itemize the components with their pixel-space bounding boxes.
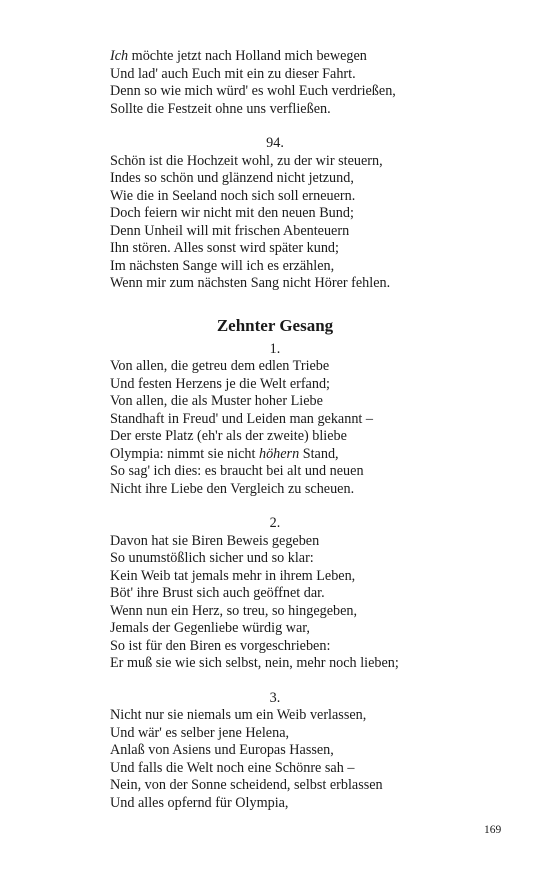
stanza-number: 2. (269, 515, 281, 531)
verse-line: Nein, von der Sonne scheidend, selbst erblassen (110, 777, 383, 793)
canto-heading: Zehnter Gesang (216, 315, 334, 335)
emphasis: Ich (110, 48, 129, 64)
verse-line: So sag' ich dies: es braucht bei alt und neuen (110, 463, 364, 479)
stanza-number: 1. (269, 340, 281, 357)
verse-line: Wenn nun ein Herz, so treu, so hingegeben, (110, 602, 358, 619)
stanza-3 (110, 690, 440, 813)
verse-line: Im nächsten Sange will ich es erzählen, (110, 257, 335, 274)
verse-line: Davon hat sie Biren Beweis gegeben (110, 532, 320, 549)
stanza-2 (110, 515, 440, 673)
verse-line: Und lad' auch Euch mit ein zu dieser Fahrt. (110, 65, 356, 82)
verse-line: So unumstößlich sicher und so klar: (110, 550, 314, 566)
stanza-1 (110, 341, 440, 499)
verse-line: So ist für den Biren es vorgeschrieben: (110, 637, 331, 654)
verse-line: Jemals der Gegenliebe würdig war, (110, 620, 310, 636)
verse-line: Von allen, die getreu dem edlen Triebe (110, 358, 330, 374)
verse-line: Ihn stören. Alles sonst wird später kund; (110, 240, 339, 256)
verse-line: Denn Unheil will mit frischen Abenteuern (110, 222, 350, 239)
page-number: 169 (484, 824, 502, 836)
verse-line: Doch feiern wir nicht mit den neuen Bund; (110, 205, 354, 221)
verse-line: Böt' ihre Brust sich auch geöffnet dar. (110, 585, 325, 601)
verse-line: Schön ist die Hochzeit wohl, zu der wir steuern, (110, 152, 383, 169)
verse-line: Der erste Platz (eh'r als der zweite) bliebe (110, 428, 347, 444)
verse-line: Und alles opfernd für Olympia, (110, 794, 289, 811)
verse-line: Indes so schön und glänzend nicht jetzund, (110, 170, 354, 186)
verse-line: Und festen Herzens je die Welt erfand; (110, 375, 330, 392)
stanza-number: 3. (269, 689, 281, 706)
stanza-number: 94. (266, 135, 284, 151)
verse-line: Standhaft in Freud' und Leiden man gekannt – (110, 410, 373, 427)
stanza-94 (110, 135, 440, 293)
verse-line: Und falls die Welt noch eine Schönre sah – (110, 759, 355, 776)
verse-line: Sollte die Festzeit ohne uns verfließen. (110, 100, 331, 117)
verse-line: Ich möchte jetzt nach Holland mich bewegen (110, 48, 367, 64)
verse-line: Nicht nur sie niemals um ein Weib verlassen, (110, 707, 367, 723)
stanza-93-end (110, 48, 440, 118)
emphasis: höhern (258, 445, 300, 462)
verse-line: Olympia: nimmt sie nicht höhern Stand, (110, 445, 339, 462)
page-text-block (110, 48, 440, 812)
verse-line: Wenn mir zum nächsten Sang nicht Hörer fehlen. (110, 275, 391, 291)
verse-line: Er muß sie wie sich selbst, nein, mehr noch lieben; (110, 655, 399, 671)
verse-line: Kein Weib tat jemals mehr in ihrem Leben, (110, 567, 356, 584)
verse-line: Und wär' es selber jene Helena, (110, 724, 290, 741)
verse-line: Denn so wie mich würd' es wohl Euch verdrießen, (110, 83, 396, 99)
verse-line: Von allen, die als Muster hoher Liebe (110, 393, 323, 409)
verse-line: Nicht ihre Liebe den Vergleich zu scheuen. (110, 480, 355, 497)
verse-line: Anlaß von Asiens und Europas Hassen, (110, 742, 334, 758)
verse-line: Wie die in Seeland noch sich soll erneuern. (110, 187, 356, 204)
